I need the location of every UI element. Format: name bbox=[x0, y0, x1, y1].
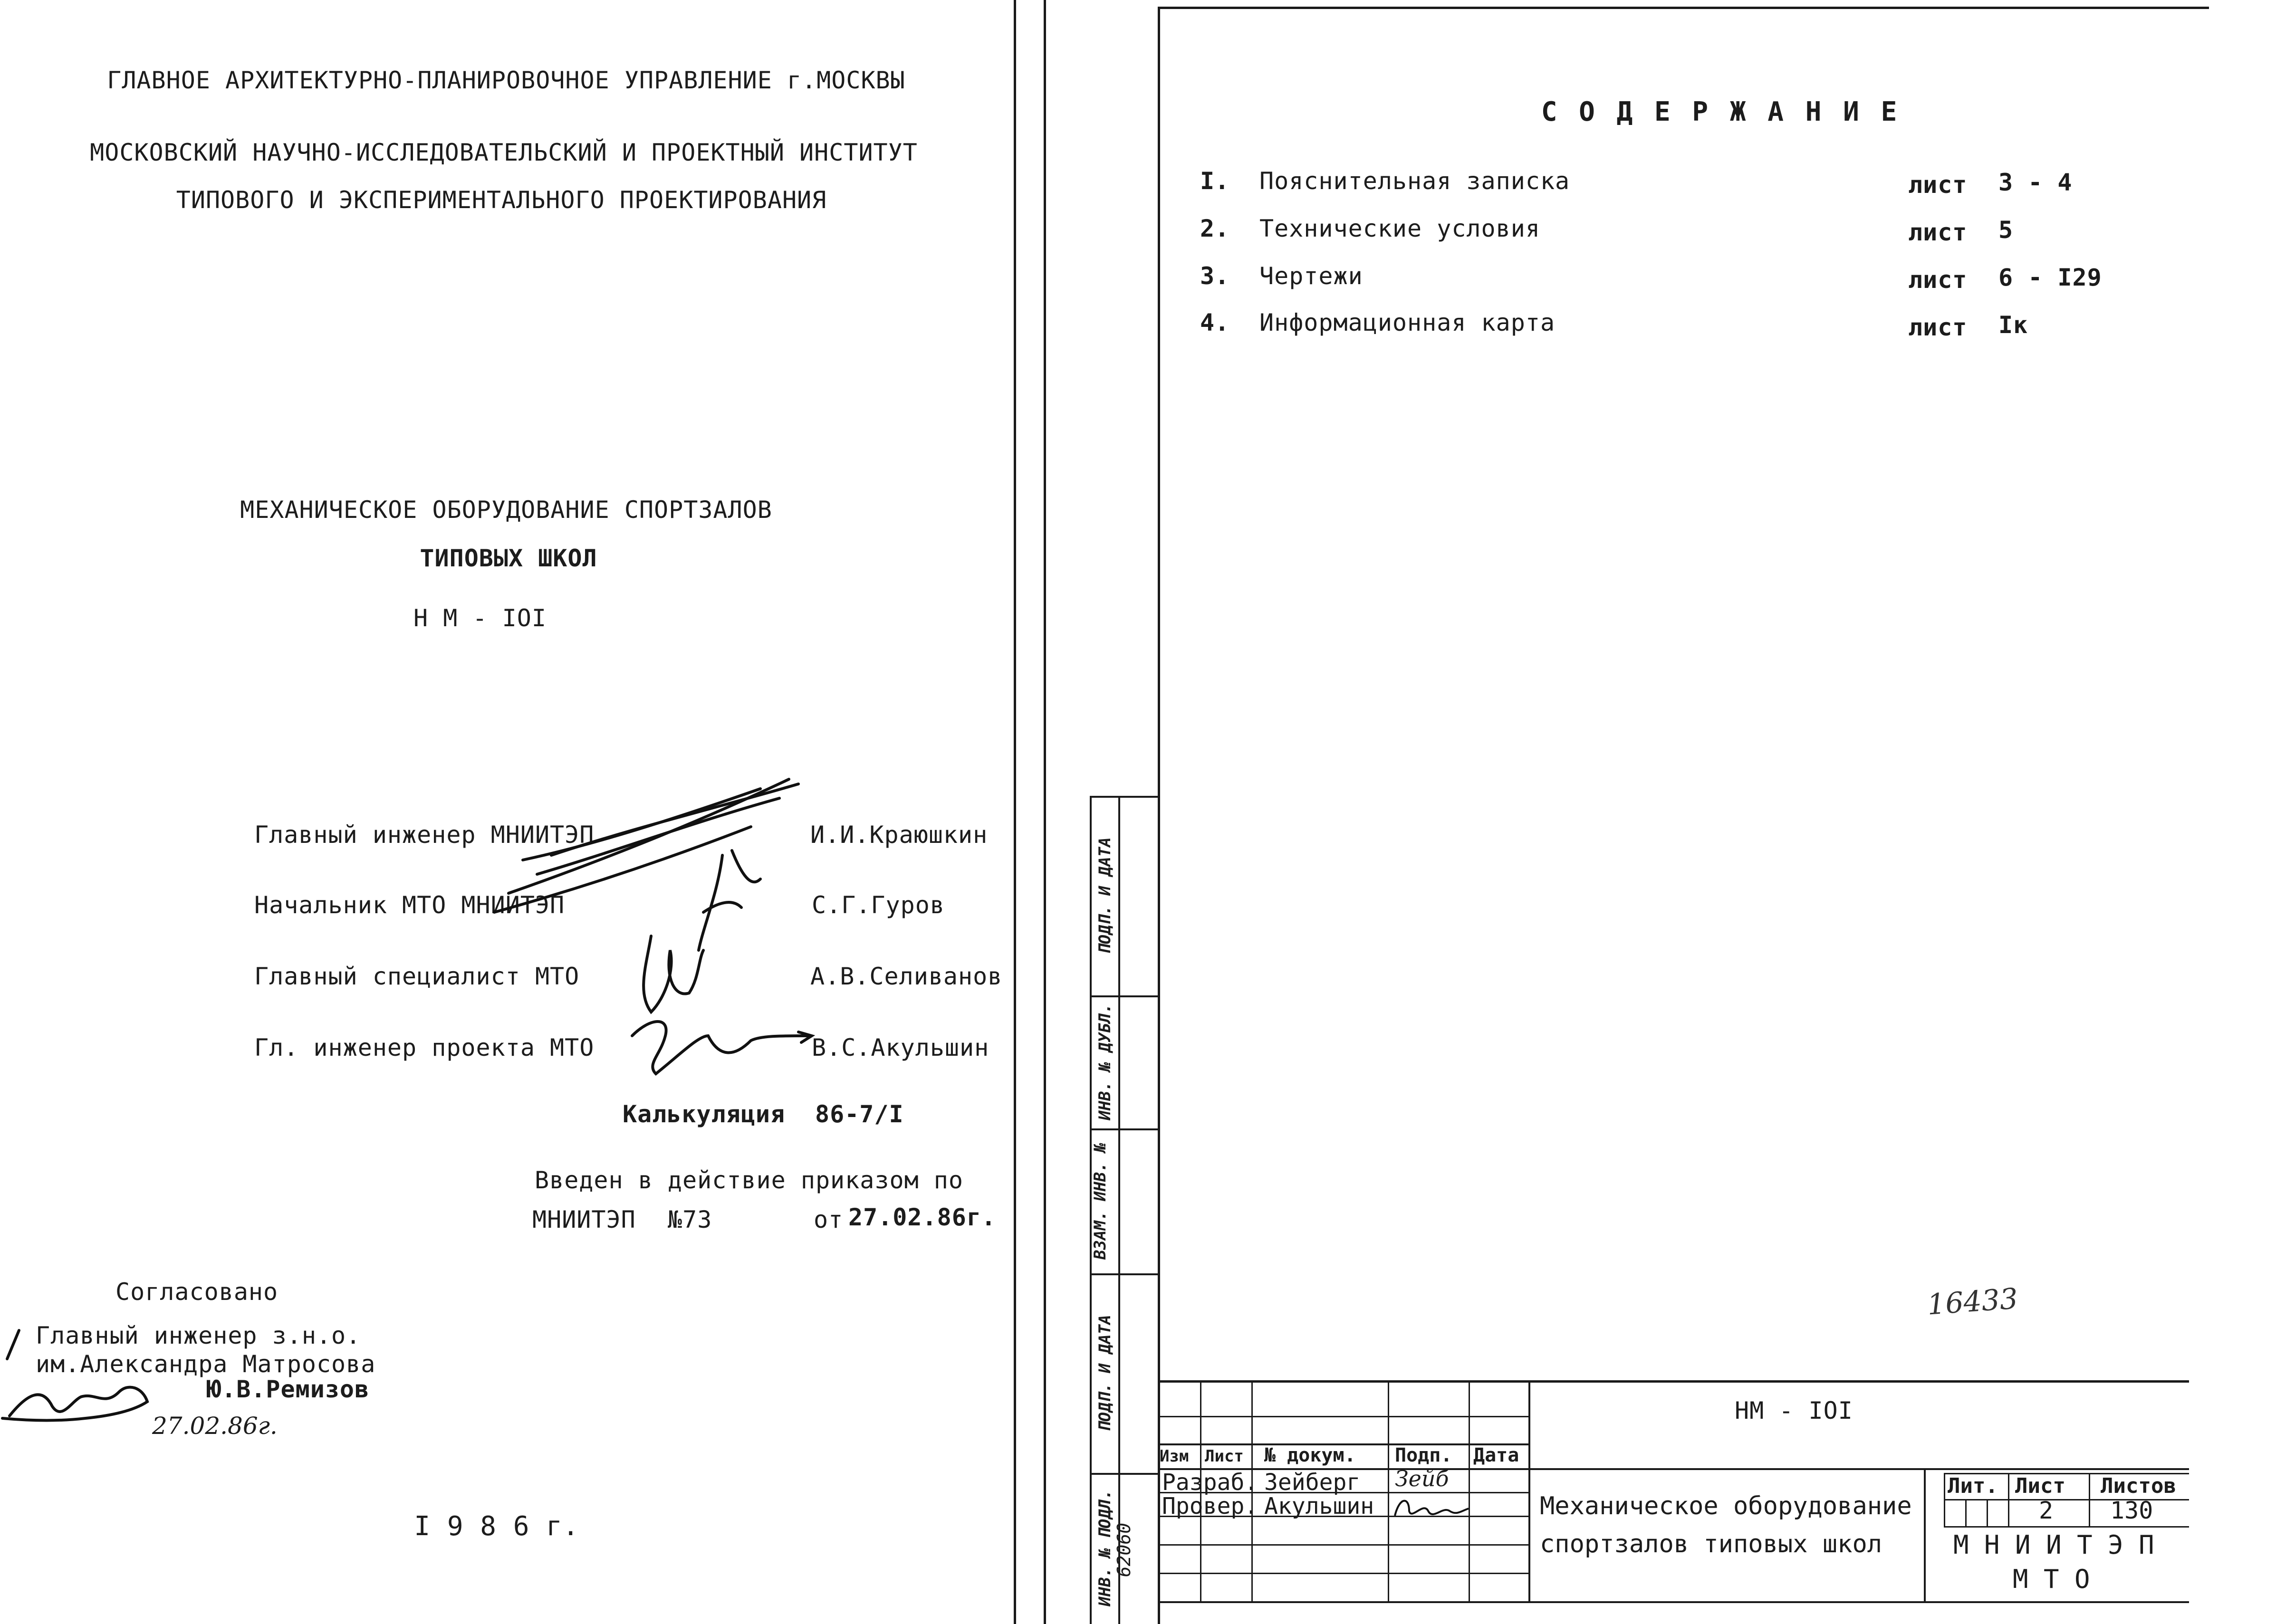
signatory-role-2: Начальник МТО МНИИТЭП bbox=[254, 891, 565, 919]
tb-row-1 bbox=[1158, 1416, 1528, 1417]
order-line-1: Введен в действие приказом по bbox=[535, 1166, 963, 1194]
tb-row2-signature bbox=[1390, 1492, 1471, 1525]
header-line-1: ГЛАВНОЕ АРХИТЕКТУРНО-ПЛАНИРОВОЧНОЕ УПРАВЛЕНИЕ г.МОСКВЫ bbox=[107, 67, 905, 94]
approval-name: Ю.В.Ремизов bbox=[207, 1376, 370, 1403]
contents-sheets-4: Iк bbox=[1998, 311, 2028, 339]
tb-lit-col-1 bbox=[1965, 1499, 1967, 1526]
calculation-value: 86-7/I bbox=[815, 1100, 904, 1128]
page-divider-right bbox=[1044, 0, 1046, 1624]
signatory-name-2: С.Г.Гуров bbox=[812, 891, 945, 919]
side-stamp-inv-dubl: ИНВ. № ДУБЛ. bbox=[1095, 1003, 1114, 1120]
tb-row-6 bbox=[1158, 1544, 1528, 1546]
tb-lit-label: Лит. bbox=[1948, 1474, 1998, 1498]
contents-sheets-1: 3 - 4 bbox=[1998, 169, 2073, 196]
tb-col-doc: № докум. bbox=[1264, 1444, 1356, 1466]
tb-sheets-value: 130 bbox=[2110, 1497, 2153, 1524]
order-number: №73 bbox=[668, 1206, 712, 1233]
page-divider-left bbox=[1014, 0, 1016, 1624]
contents-sheet-label-1: лист bbox=[1908, 171, 1968, 199]
tb-org-1: М Н И И Т Э П bbox=[1953, 1530, 2154, 1560]
tb-row1-role: Разраб. bbox=[1162, 1469, 1258, 1496]
tb-bottom bbox=[1158, 1601, 2189, 1603]
side-stamp-vzam-inv: ВЗАМ. ИНВ. № bbox=[1091, 1143, 1110, 1260]
tb-col-izm: Изм bbox=[1160, 1447, 1189, 1466]
contents-title-1: Пояснительная записка bbox=[1259, 167, 1570, 195]
side-stamp-div-3 bbox=[1090, 1273, 1158, 1275]
contents-title-2: Технические условия bbox=[1259, 215, 1540, 242]
tb-code: НМ - IOI bbox=[1735, 1397, 1853, 1424]
signatory-role-4: Гл. инженер проекта МТО bbox=[254, 1034, 595, 1061]
signatory-name-4: В.С.Акульшин bbox=[812, 1034, 989, 1061]
side-stamp-inv-podl-value: 62060 bbox=[1114, 1522, 1134, 1577]
approval-line-2: им.Александра Матросова bbox=[36, 1350, 376, 1378]
tb-col-data: Дата bbox=[1473, 1444, 1519, 1466]
tb-col-6 bbox=[1924, 1468, 1926, 1601]
contents-num-3: 3. bbox=[1200, 262, 1230, 290]
order-date: 27.02.86г. bbox=[848, 1204, 997, 1231]
signatory-role-1: Главный инженер МНИИТЭП bbox=[254, 821, 595, 849]
signatures-handwritten bbox=[494, 770, 865, 1093]
side-stamp-div-4 bbox=[1090, 1473, 1158, 1475]
title-code: Н М - IOI bbox=[413, 604, 547, 632]
tb-sheet-value: 2 bbox=[2039, 1497, 2054, 1524]
header-line-3: ТИПОВОГО И ЭКСПЕРИМЕНТАЛЬНОГО ПРОЕКТИРОВАНИЯ bbox=[176, 186, 827, 214]
tb-row2-role: Провер. bbox=[1162, 1493, 1258, 1519]
tb-row-7 bbox=[1158, 1573, 1528, 1574]
contents-sheet-label-4: лист bbox=[1908, 314, 1968, 341]
tb-row1-name: Зейберг bbox=[1264, 1469, 1361, 1496]
contents-num-1: I. bbox=[1200, 167, 1230, 195]
tb-lit-col-2 bbox=[1987, 1499, 1988, 1526]
tb-col-5 bbox=[1528, 1380, 1530, 1601]
tb-top bbox=[1158, 1380, 2189, 1383]
tb-col-4 bbox=[1469, 1380, 1470, 1601]
header-line-2: МОСКОВСКИЙ НАУЧНО-ИССЛЕДОВАТЕЛЬСКИЙ И ПРОЕКТНЫЙ ИНСТИТУТ bbox=[90, 139, 918, 166]
approval-heading: Согласовано bbox=[115, 1278, 278, 1306]
contents-sheet-label-3: лист bbox=[1908, 266, 1968, 294]
tb-sheets-label: Листов bbox=[2101, 1474, 2176, 1498]
signatory-role-3: Главный специалист МТО bbox=[254, 963, 580, 990]
handwritten-number: 16433 bbox=[1926, 1282, 2019, 1322]
side-stamp-inv-podl: ИНВ. № ПОДЛ. bbox=[1095, 1490, 1114, 1606]
side-stamp-podp-data-top: ПОДП. И ДАТА bbox=[1095, 837, 1114, 954]
tb-lit-col-3 bbox=[2008, 1473, 2009, 1526]
tb-title-line-2: спортзалов типовых школ bbox=[1540, 1530, 1882, 1558]
contents-title-3: Чертежи bbox=[1259, 262, 1363, 290]
approval-line-1: Главный инженер з.н.о. bbox=[36, 1322, 361, 1349]
tb-sheet-label: Лист bbox=[2015, 1474, 2065, 1498]
tb-lit-col-0 bbox=[1944, 1473, 1945, 1526]
contents-sheets-2: 5 bbox=[1998, 216, 2014, 244]
contents-num-4: 4. bbox=[1200, 309, 1230, 336]
year: I 9 8 6 г. bbox=[414, 1511, 579, 1542]
contents-sheets-3: 6 - I29 bbox=[1998, 264, 2102, 291]
order-org: МНИИТЭП bbox=[532, 1206, 636, 1233]
tb-lit-row-3 bbox=[1944, 1526, 2189, 1528]
frame-top bbox=[1158, 7, 2209, 9]
order-date-label: от bbox=[814, 1206, 844, 1233]
tb-lit-col-4 bbox=[2089, 1473, 2090, 1526]
contents-title: С О Д Е Р Ж А Н И Е bbox=[1541, 96, 1900, 127]
tb-col-podp: Подп. bbox=[1395, 1444, 1452, 1466]
tb-col-list: Лист bbox=[1205, 1447, 1244, 1466]
signatory-name-3: А.В.Селиванов bbox=[810, 963, 1003, 990]
side-stamp-top bbox=[1090, 796, 1158, 798]
calculation-label: Калькуляция bbox=[623, 1100, 786, 1128]
side-stamp-podp-data-bottom: ПОДП. И ДАТА bbox=[1095, 1315, 1114, 1432]
tb-title-line-1: Механическое оборудование bbox=[1540, 1492, 1912, 1520]
approval-date: 27.02.86г. bbox=[152, 1412, 278, 1440]
contents-num-2: 2. bbox=[1200, 215, 1230, 242]
title-line-2: ТИПОВЫХ ШКОЛ bbox=[420, 545, 597, 572]
tb-row2-name: Акульшин bbox=[1264, 1493, 1374, 1519]
contents-title-4: Информационная карта bbox=[1259, 309, 1556, 336]
approval-signature bbox=[0, 1311, 162, 1435]
signatory-name-1: И.И.Краюшкин bbox=[810, 821, 988, 849]
contents-sheet-label-2: лист bbox=[1908, 219, 1968, 246]
tb-row1-sign: Зейб bbox=[1395, 1466, 1449, 1491]
tb-col-3 bbox=[1388, 1380, 1389, 1601]
title-line-1: МЕХАНИЧЕСКОЕ ОБОРУДОВАНИЕ СПОРТЗАЛОВ bbox=[240, 496, 772, 524]
tb-org-2: М Т О bbox=[2013, 1564, 2090, 1594]
